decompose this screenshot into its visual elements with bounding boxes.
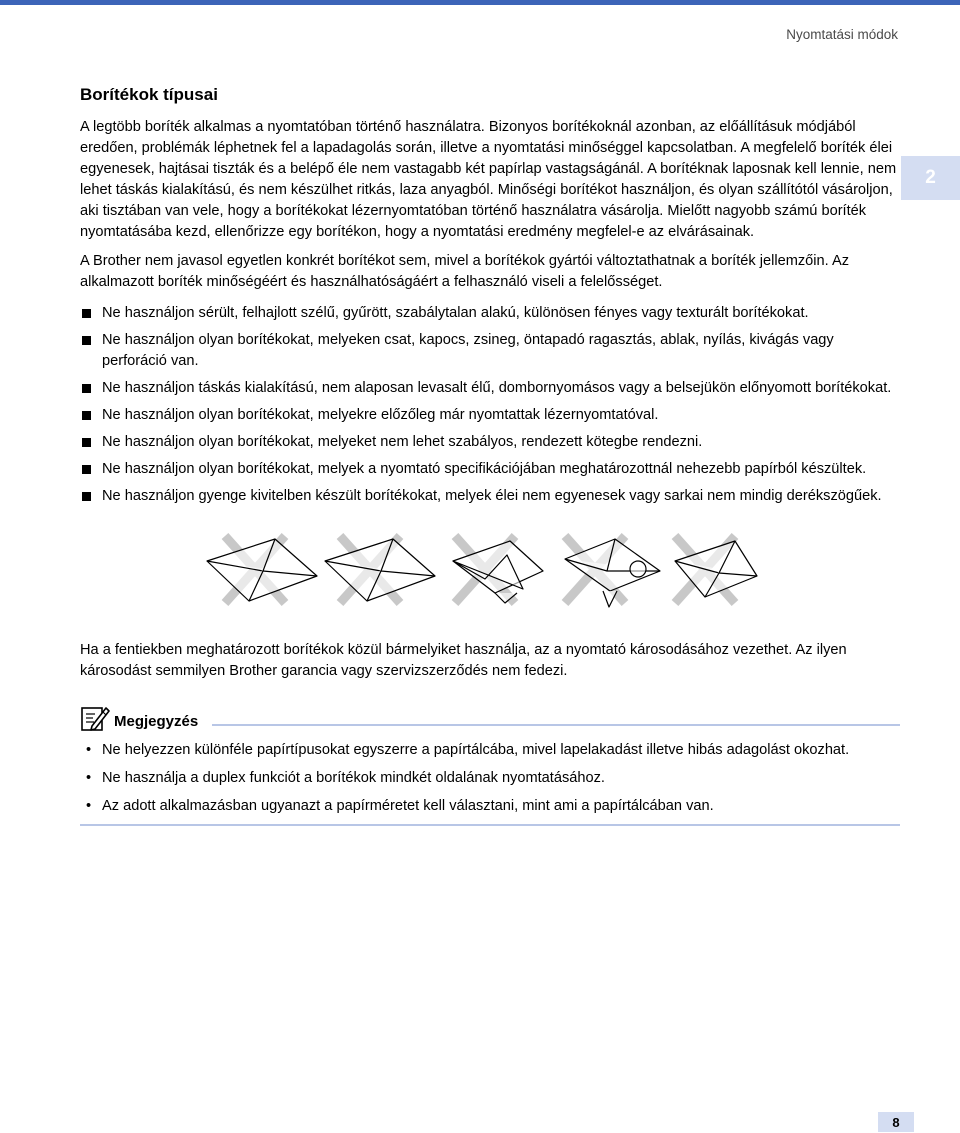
note-header — [80, 704, 900, 732]
list-item: • Ne helyezzen különféle papírtípusokat egyszerre a papírtálcába, mivel lapelakadást illetve hibás adagolást okozhat. — [80, 740, 900, 761]
running-header: Nyomtatási módok — [786, 27, 898, 42]
note-pencil-icon — [80, 704, 110, 732]
list-item: Ne használjon olyan borítékokat, melyeken csat, kapocs, zsineg, öntapadó ragasztás, ablak, nyílás, kivágás vagy perforáció van. — [80, 330, 900, 372]
list-item: Ne használjon olyan borítékokat, melyek a nyomtató specifikációjában meghatározottnál nehezebb papírból készültek. — [80, 459, 900, 480]
bullet-dot: • — [86, 770, 92, 786]
list-item: • Az adott alkalmazásban ugyanazt a papírméretet kell választani, mint ami a papírtálcában van. — [80, 796, 900, 817]
envelope-restrictions-list — [80, 303, 900, 507]
list-item: Ne használjon olyan borítékokat, melyeket nem lehet szabályos, rendezett kötegbe rendezni. — [80, 432, 900, 453]
note-title: Megjegyzés — [114, 713, 199, 730]
page-number: 8 — [878, 1112, 914, 1132]
note-list — [80, 740, 900, 817]
square-bullet-icon — [82, 465, 91, 474]
list-item: Ne használjon sérült, felhajlott szélű, gyűrött, szabálytalan alakú, különösen fényes vagy texturált borítékokat. — [80, 303, 900, 324]
square-bullet-icon — [82, 411, 91, 420]
list-item: • Ne használja a duplex funkciót a borítékok mindkét oldalának nyomtatásához. — [80, 768, 900, 789]
square-bullet-icon — [82, 492, 91, 501]
square-bullet-icon — [82, 438, 91, 447]
chapter-tab: 2 — [901, 156, 960, 200]
note-divider — [212, 724, 900, 726]
warranty-warning: Ha a fentiekben meghatározott borítékok közül bármelyiket használja, az a nyomtató károsodásához vezethet. Az ilyen károsodást semmilyen Brother garancia vagy szervizszerződés nem fedezi. — [80, 642, 847, 679]
bullet-dot: • — [86, 798, 92, 814]
list-item: Ne használjon táskás kialakítású, nem alaposan levasalt élű, dombornyomásos vagy a belsejükön előnyomott borítékokat. — [80, 378, 900, 399]
section-title: Borítékok típusai — [80, 85, 218, 104]
list-item: Ne használjon gyenge kivitelben készült borítékokat, melyek élei nem egyenesek vagy sarkai nem mindig derékszögűek. — [80, 486, 900, 507]
bad-envelopes-illustration — [205, 531, 760, 611]
square-bullet-icon — [82, 384, 91, 393]
list-item: Ne használjon olyan borítékokat, melyekre előzőleg már nyomtattak lézernyomtatóval. — [80, 405, 900, 426]
responsibility-paragraph: A Brother nem javasol egyetlen konkrét borítékot sem, mivel a borítékok gyártói változtathatnak a boríték jellemzőin. Az alkalmazott boríték minőségéért és használhatóságáért a felhasználó viseli a felelősséget. — [80, 253, 849, 290]
bullet-dot: • — [86, 742, 92, 758]
note-bottom-divider — [80, 824, 900, 826]
square-bullet-icon — [82, 336, 91, 345]
square-bullet-icon — [82, 309, 91, 318]
intro-paragraph: A legtöbb boríték alkalmas a nyomtatóban történő használatra. Bizonyos borítékoknál azonban, az előállításuk módjából eredően, problémák léphetnek fel a lapadagolás során, illetve a nyomtatási minőséggel kapcsolatban. A megfelelő boríték élei egyenesek, hajtásai tiszták és a belépő éle nem vastagabb két papírlap vastagságánál. A borítéknak laposnak kell lennie, nem lehet táskás kialakítású, és nem készülhet ritkás, laza anyagból. Minőségi borítékot használjon, és olyan szállítótól vásároljon, aki tisztában van vele, hogy a borítékokat lézernyomtatóban történő használatra vásárolja. Mielőtt nagyobb számú boríték nyomtatásába kezd, ellenőrizze egy borítékon, hogy a nyomtatási eredmény megfelel-e az elvárásainak. — [80, 119, 897, 240]
page-content — [80, 85, 900, 826]
top-rule — [0, 0, 960, 5]
